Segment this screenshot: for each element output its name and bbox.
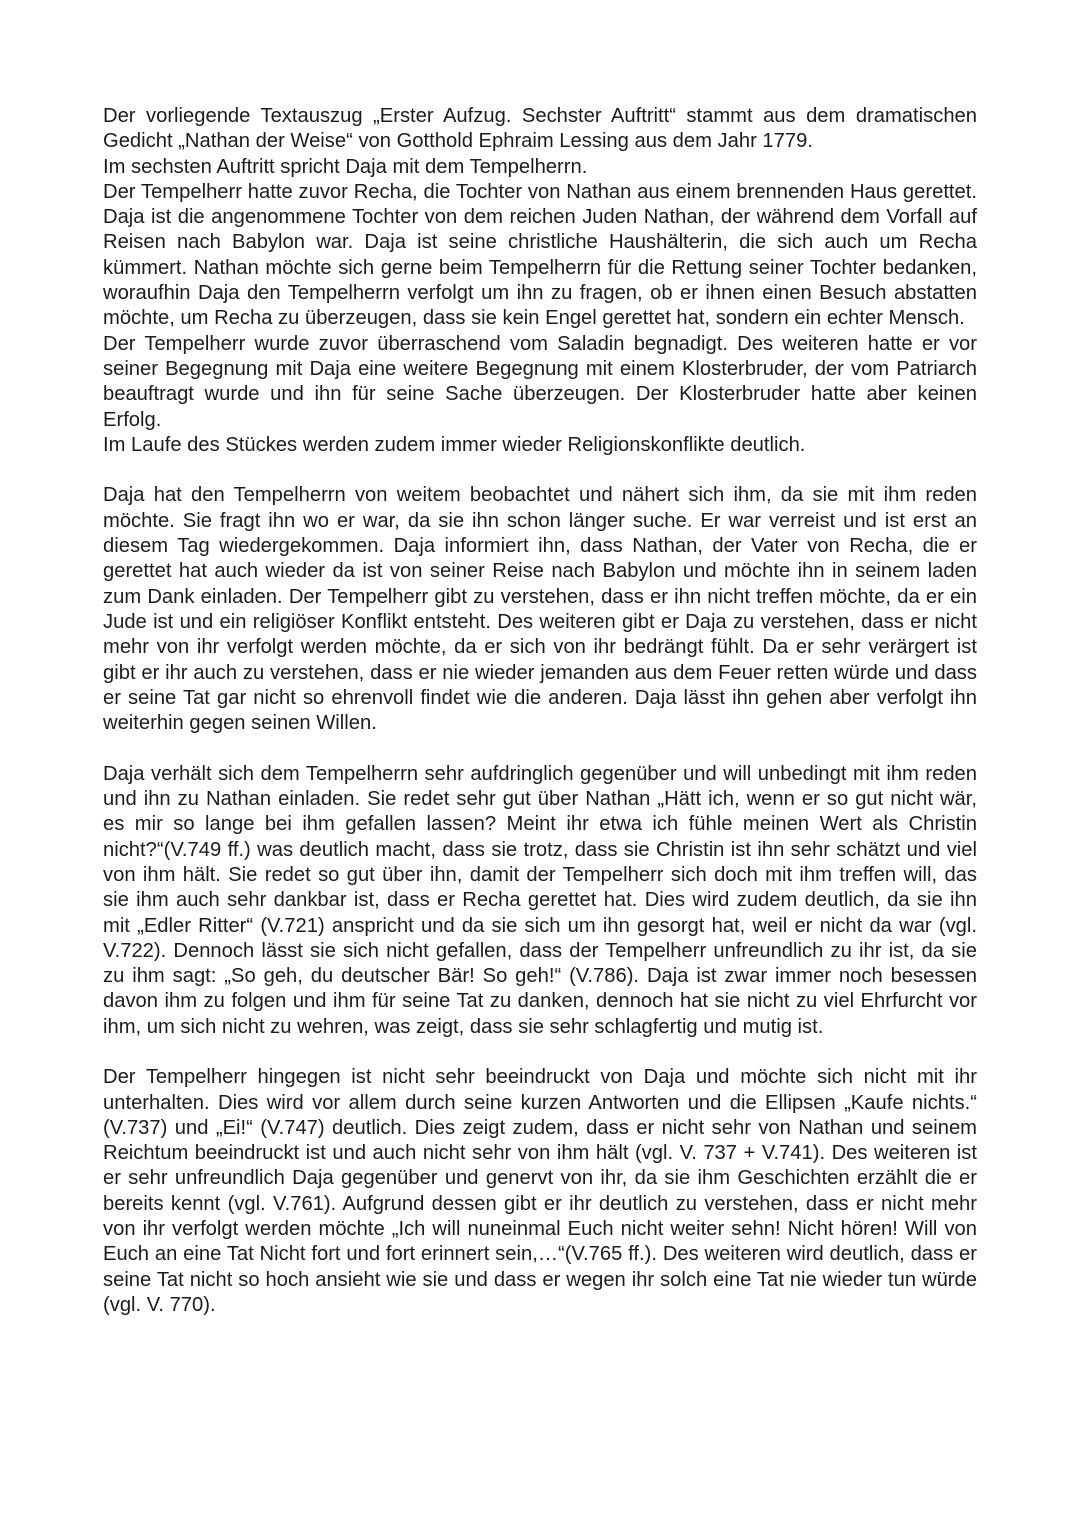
document-body	[103, 104, 977, 1318]
paragraph-spacer	[103, 1040, 977, 1065]
paragraph-spacer	[103, 458, 977, 483]
prior-events-paragraph: Der Tempelherr wurde zuvor überraschend vom Saladin begnadigt. Des weiteren hatte er vor seiner Begegnung mit Daja eine weitere Begegnung mit einem Klosterbruder, der vom Patriarch beauftragt wurde und ihn für seine Sache überzeugen. Der Klosterbruder hatte aber keinen Erfolg.	[103, 332, 977, 431]
background-paragraph: Der Tempelherr hatte zuvor Recha, die Tochter von Nathan aus einem brennenden Haus gerettet. Daja ist die angenommene Tochter von dem reichen Juden Nathan, der während dem Vorfall auf Reisen nach Babylon war. Daja ist seine christliche Haushälterin, die sich auch um Recha kümmert. Nathan möchte sich gerne beim Tempelherrn für die Rettung seiner Tochter bedanken, woraufhin Daja den Tempelherrn verfolgt um ihn zu fragen, ob er ihnen einen Besuch abstatten möchte, um Recha zu überzeugen, dass sie kein Engel gerettet hat, sondern ein echter Mensch.	[103, 180, 977, 330]
tempelherr-analysis-paragraph: Der Tempelherr hingegen ist nicht sehr beeindruckt von Daja und möchte sich nicht mit ihr unterhalten. Dies wird vor allem durch seine kurzen Antworten und die Ellipsen „Kaufe nichts.“ (V.737) und „Ei!“ (V.747) deutlich. Dies zeigt zudem, dass er nicht sehr von Nathan und seinem Reichtum beeindruckt ist und auch nicht sehr von ihm hält (vgl. V. 737 + V.741). Des weiteren ist er sehr unfreundlich Daja gegenüber und genervt von ihr, da sie ihm Geschichten erzählt die er bereits kennt (vgl. V.761). Aufgrund dessen gibt er ihr deutlich zu verstehen, dass er nicht mehr von ihr verfolgt werden möchte „Ich will nuneinmal Euch nicht weiter sehn! Nicht hören! Will von Euch an eine Tat Nicht fort und fort erinnert sein,…“(V.765 ff.). Des weiteren wird deutlich, dass er seine Tat nicht so hoch ansieht wie sie und dass er wegen ihr solch eine Tat nie wieder tun würde (vgl. V. 770).	[103, 1066, 977, 1316]
scene-summary-paragraph: Im sechsten Auftritt spricht Daja mit dem Tempelherrn.	[103, 155, 588, 178]
daja-analysis-paragraph: Daja verhält sich dem Tempelherrn sehr aufdringlich gegenüber und will unbedingt mit ihm reden und ihn zu Nathan einladen. Sie redet sehr gut über Nathan „Hätt ich, wenn er so gut nicht wär, es mir so lange bei ihm gefallen lassen? Meint ihr etwa ich fühle meinen Wert als Christin nicht?“(V.749 ff.) was deutlich macht, dass sie trotz, dass sie Christin ist ihn sehr schätzt und viel von ihm hält. Sie redet so gut über ihn, damit der Tempelherr sich doch mit ihm treffen will, das sie ihm auch sehr dankbar ist, dass er Recha gerettet hat. Dies wird zudem deutlich, da sie ihn mit „Edler Ritter“ (V.721) anspricht und da sie sich um ihn gesorgt hat, weil er nicht da war (vgl. V.722). Dennoch lässt sie sich nicht gefallen, dass der Tempelherr unfreundlich zu ihr ist, da sie zu ihm sagt: „So geh, du deutscher Bär! So geh!“ (V.786). Daja ist zwar immer noch besessen davon ihm zu folgen und ihm für seine Tat zu danken, dennoch hat sie nicht zu viel Ehrfurcht vor ihm, um sich nicht zu wehren, was zeigt, dass sie sehr schlagfertig und mutig ist.	[103, 762, 977, 1038]
religion-conflict-paragraph: Im Laufe des Stückes werden zudem immer wieder Religionskonflikte deutlich.	[103, 433, 806, 456]
paragraph-spacer	[103, 736, 977, 761]
plot-summary-paragraph: Daja hat den Tempelherrn von weitem beobachtet und nähert sich ihm, da sie mit ihm reden möchte. Sie fragt ihn wo er war, da sie ihn schon länger suche. Er war verreist und ist erst an diesem Tag wiedergekommen. Daja informiert ihn, dass Nathan, der Vater von Recha, die er gerettet hat auch wieder da ist von seiner Reise nach Babylon und möchte ihn in seinem laden zum Dank einladen. Der Tempelherr gibt zu verstehen, dass er ihn nicht treffen möchte, da er ein Jude ist und ein religiöser Konflikt entsteht. Des weiteren gibt er Daja zu verstehen, dass er nicht mehr von ihr verfolgt werden möchte, da er sich von ihr bedrängt fühlt. Da er sehr verärgert ist gibt er ihr auch zu verstehen, dass er nie wieder jemanden aus dem Feuer retten würde und dass er seine Tat gar nicht so ehrenvoll findet wie die anderen. Daja lässt ihn gehen aber verfolgt ihn weiterhin gegen seinen Willen.	[103, 484, 977, 735]
intro-paragraph: Der vorliegende Textauszug „Erster Aufzug. Sechster Auftritt“ stammt aus dem dramatischen Gedicht „Nathan der Weise“ von Gotthold Ephraim Lessing aus dem Jahr 1779.	[103, 105, 977, 153]
